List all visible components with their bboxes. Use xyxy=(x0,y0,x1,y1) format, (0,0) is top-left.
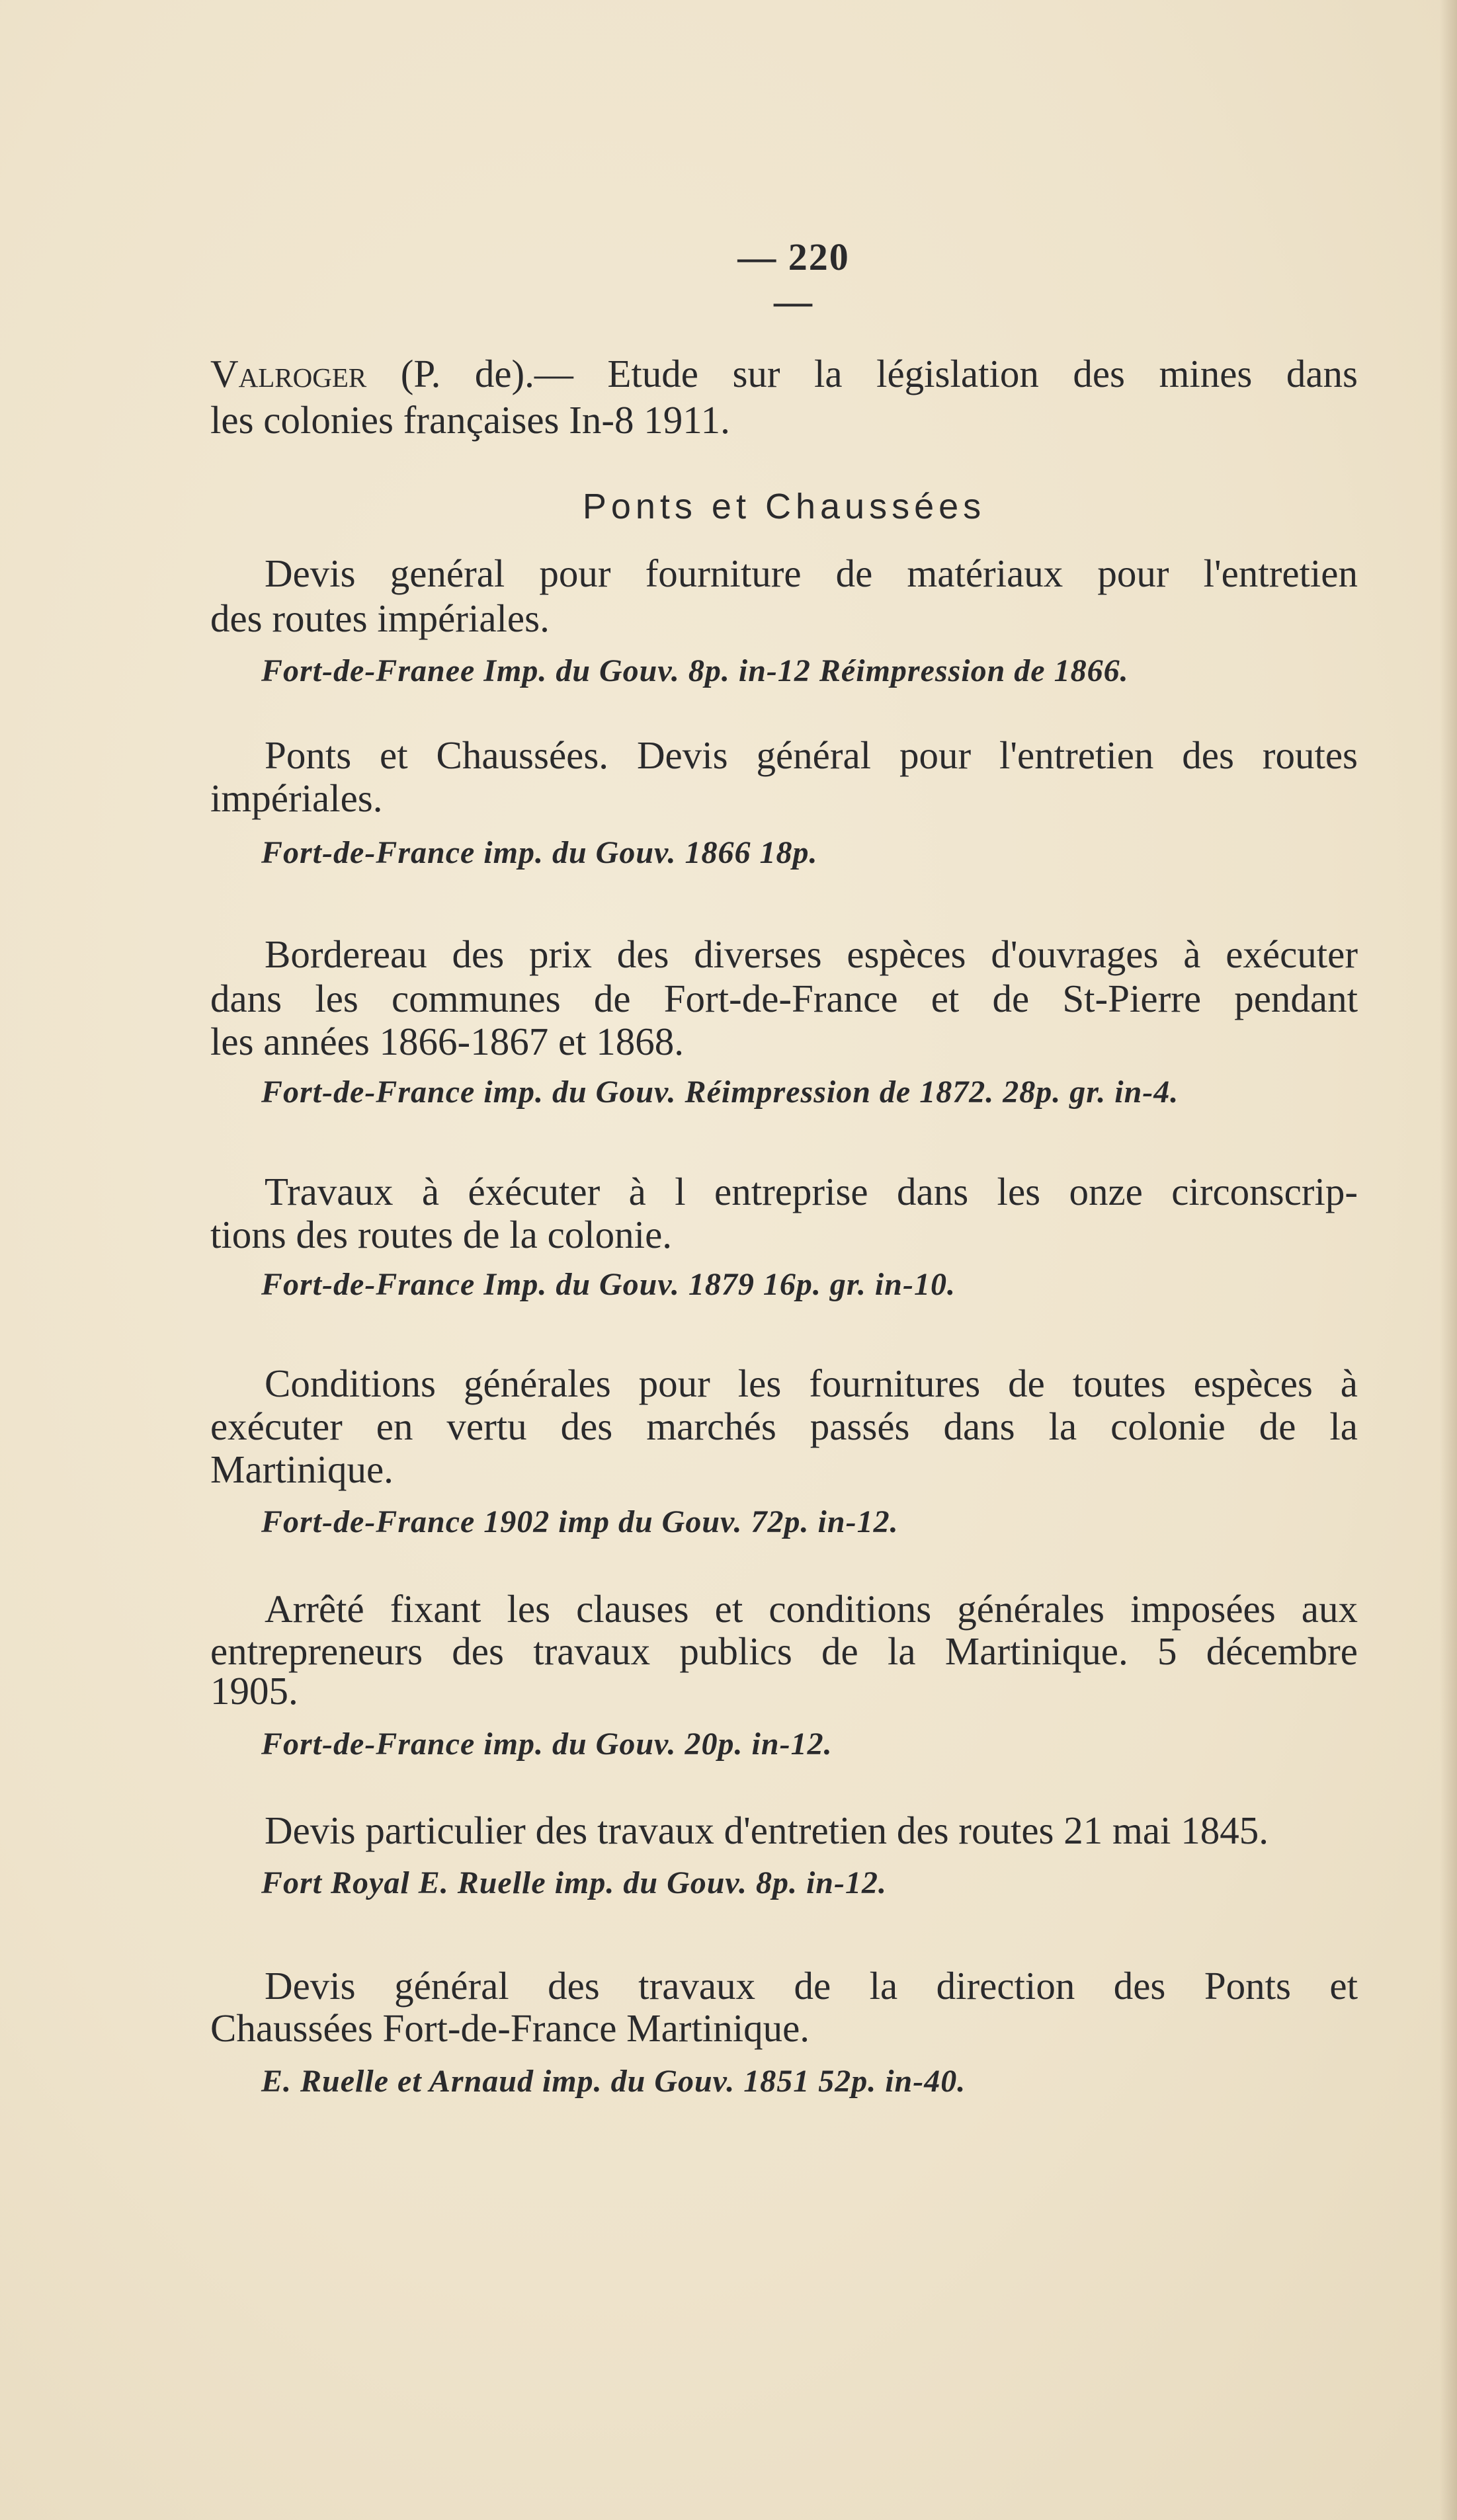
entry-7-line-1: Devis particulier des travaux d'entretien des routes 21 mai 1845. xyxy=(265,1809,1269,1852)
section-heading: Ponts et Chaussées xyxy=(582,487,986,526)
entry-8-line-1: Devis général des travaux de la direction des Ponts et xyxy=(265,1964,1358,2008)
entry-3-line-3: les années 1866-1867 et 1868. xyxy=(210,1020,685,1063)
entry-1-publication: Fort-de-Franee Imp. du Gouv. 8p. in-12 Réimpression de 1866. xyxy=(261,653,1129,688)
entry-5-line-2: exécuter en vertu des marchés passés dans la colonie de la xyxy=(210,1404,1358,1448)
intro-entry-line-1-rest: (P. de).— Etude sur la législation des mines dans xyxy=(400,352,1358,395)
entry-5-line-1: Conditions générales pour les fournitures de toutes espèces à xyxy=(265,1362,1358,1405)
entry-5-line-3: Martinique. xyxy=(210,1447,394,1491)
intro-entry-author: Valroger xyxy=(210,352,367,395)
entry-8-line-2: Chaussées Fort-de-France Martinique. xyxy=(210,2006,810,2050)
entry-2-line-2: impériales. xyxy=(210,776,383,820)
entry-4-publication: Fort-de-France Imp. du Gouv. 1879 16p. gr. in-10. xyxy=(261,1267,956,1302)
entry-3-line-2: dans les communes de Fort-de-France et de St-Pierre pendant xyxy=(210,977,1358,1020)
entry-8-publication: E. Ruelle et Arnaud imp. du Gouv. 1851 52p. in-40. xyxy=(261,2064,966,2099)
page-number: — 220 — xyxy=(737,235,850,323)
entry-4-line-1: Travaux à éxécuter à l entreprise dans les onze circonscrip- xyxy=(265,1170,1358,1213)
entry-3-line-1: Bordereau des prix des diverses espèces d'ouvrages à exécuter xyxy=(265,932,1358,976)
entry-2-line-1: Ponts et Chaussées. Devis général pour l'entretien des routes xyxy=(265,733,1358,777)
entry-1-line-2: des routes impériales. xyxy=(210,596,550,640)
page-edge-shadow xyxy=(1440,0,1457,2520)
entry-6-line-2: entrepreneurs des travaux publics de la Martinique. 5 décembre xyxy=(210,1629,1358,1673)
intro-entry-line-2: les colonies françaises In-8 1911. xyxy=(210,398,730,442)
entry-4-line-2: tions des routes de la colonie. xyxy=(210,1213,673,1256)
entry-6-line-3: 1905. xyxy=(210,1669,298,1713)
entry-5-publication: Fort-de-France 1902 imp du Gouv. 72p. in-12. xyxy=(261,1504,899,1539)
entry-2-publication: Fort-de-France imp. du Gouv. 1866 18p. xyxy=(261,835,818,870)
entry-6-publication: Fort-de-France imp. du Gouv. 20p. in-12. xyxy=(261,1727,833,1762)
entry-1-line-1: Devis genéral pour fourniture de matériaux pour l'entretien xyxy=(265,551,1358,595)
intro-entry-line-1 xyxy=(210,350,1358,397)
entry-7-publication: Fort Royal E. Ruelle imp. du Gouv. 8p. in-12. xyxy=(261,1865,887,1900)
entry-6-line-1: Arrêté fixant les clauses et conditions générales imposées aux xyxy=(265,1587,1358,1631)
entry-3-publication: Fort-de-France imp. du Gouv. Réimpression de 1872. 28p. gr. in-4. xyxy=(261,1075,1179,1110)
